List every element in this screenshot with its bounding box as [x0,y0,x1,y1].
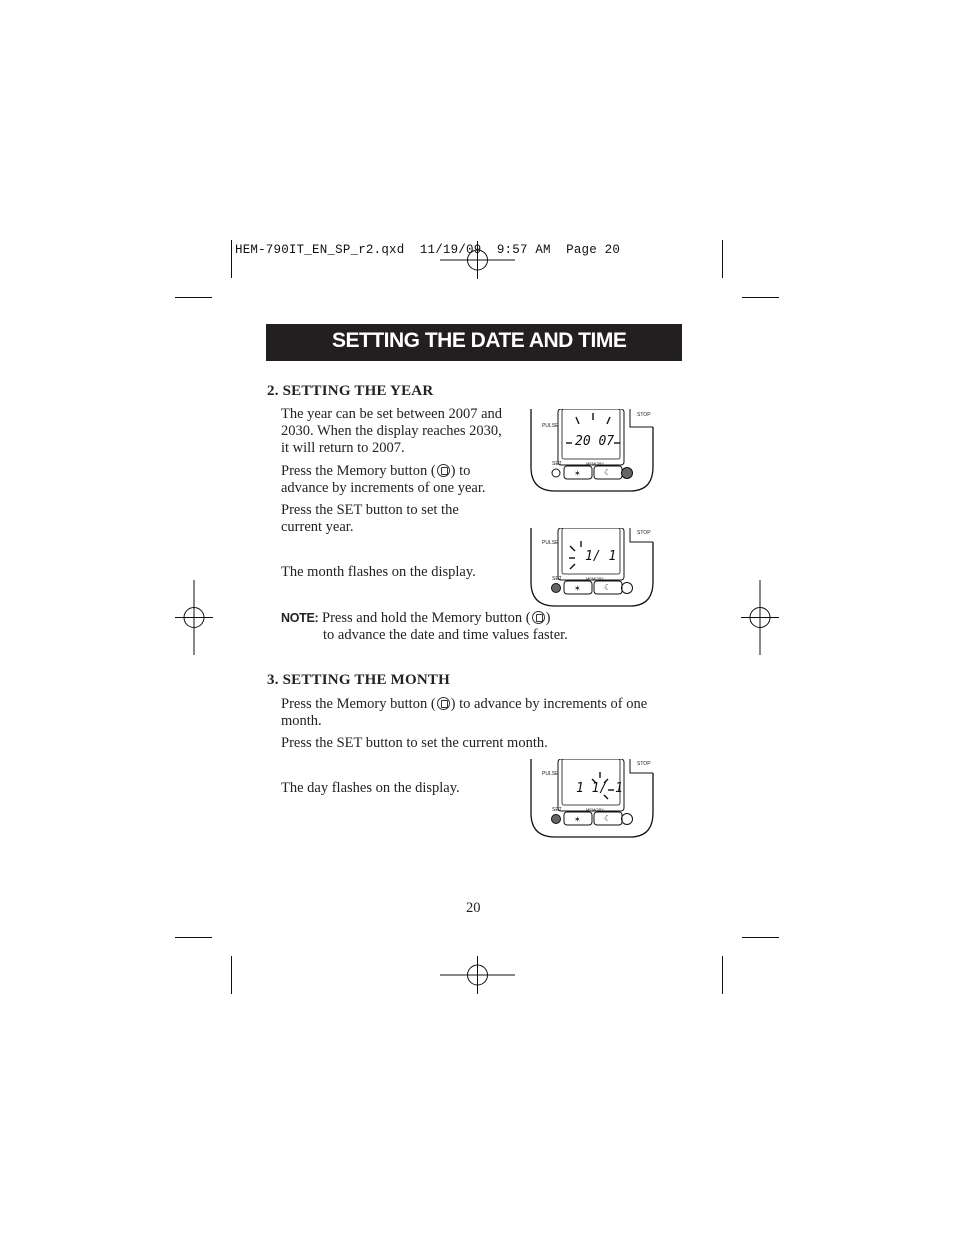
monitor-drawing [530,409,655,493]
lcd-display: 1/ 1 [585,549,617,564]
page-number: 20 [466,900,481,916]
crop-mark-tr-v [722,240,723,278]
stop-label: STOP [637,530,651,536]
crop-mark-bl-h [175,937,212,938]
device-illustration-year [530,409,655,498]
year-paragraph-2-start: Press the Memory button ( [281,463,436,479]
memory-button-icon [437,464,450,477]
crop-mark-br-h [742,937,779,938]
moon-button-icon: ☾ [604,583,612,592]
star-button-icon: ✶ [574,815,581,824]
title-banner [266,324,682,361]
crop-mark-bl-v [231,956,232,994]
pulse-label: PULSE [542,771,559,777]
star-button-icon: ✶ [574,469,581,478]
crop-mark-tl-h [175,297,212,298]
note-line-2: to advance the date and time values faster. [323,627,568,643]
month-paragraph-3: The day flashes on the display. [281,780,460,796]
month-paragraph-1-end: ) to advance by increments of one month. [281,696,648,729]
memory-label: MEMORY [586,576,604,581]
crosshair-registration-icon [175,580,213,655]
moon-button-icon: ☾ [604,814,612,823]
stop-label: STOP [637,412,651,418]
set-label: SET [552,807,562,813]
crosshair-registration-icon [440,956,515,994]
crop-mark-tr-h [742,297,779,298]
lcd-display: 20 07 [575,434,615,449]
stop-label: STOP [637,761,651,767]
month-paragraph-1-start: Press the Memory button ( [281,696,436,712]
year-paragraph-3: Press the SET button to set the current year. [281,502,459,535]
pulse-label: PULSE [542,540,559,546]
year-paragraph-2 [281,463,503,497]
year-paragraph-4: The month flashes on the display. [281,564,476,580]
crosshair-registration-icon [741,580,779,655]
slug-line: HEM-790IT_EN_SP_r2.qxd 11/19/09 9:57 AM Page 20 [235,243,621,257]
star-button-icon: ✶ [574,584,581,593]
section-heading-year: 2. SETTING THE YEAR [267,383,434,399]
note-label: NOTE: [281,611,319,625]
memory-label: MEMORY [586,461,604,466]
note-text-start: Press and hold the Memory button ( [322,610,531,626]
crop-mark-tl-v [231,240,232,278]
pulse-label: PULSE [542,423,559,429]
year-paragraph-1: The year can be set between 2007 and 2030. When the display reaches 2030, it will return to 2007. [281,406,503,456]
month-paragraph-2: Press the SET button to set the current month. [281,735,548,751]
moon-button-icon: ☾ [604,468,612,477]
month-paragraph-1 [281,696,651,730]
set-label: SET [552,576,562,582]
page-title: SETTING THE DATE AND TIME [332,329,627,352]
memory-button-icon [437,697,450,710]
device-illustration-month [530,528,655,613]
device-illustration-day [530,759,655,844]
note-text-end: ) [545,610,551,626]
year-paragraph-2-end: ) to advance by increments of one year. [281,463,486,496]
memory-label: MEMORY [586,807,604,812]
section-heading-month: 3. SETTING THE MONTH [267,672,450,688]
crop-mark-br-v [722,956,723,994]
lcd-display: 1 1/ 1 [576,781,623,796]
set-label: SET [552,461,562,467]
